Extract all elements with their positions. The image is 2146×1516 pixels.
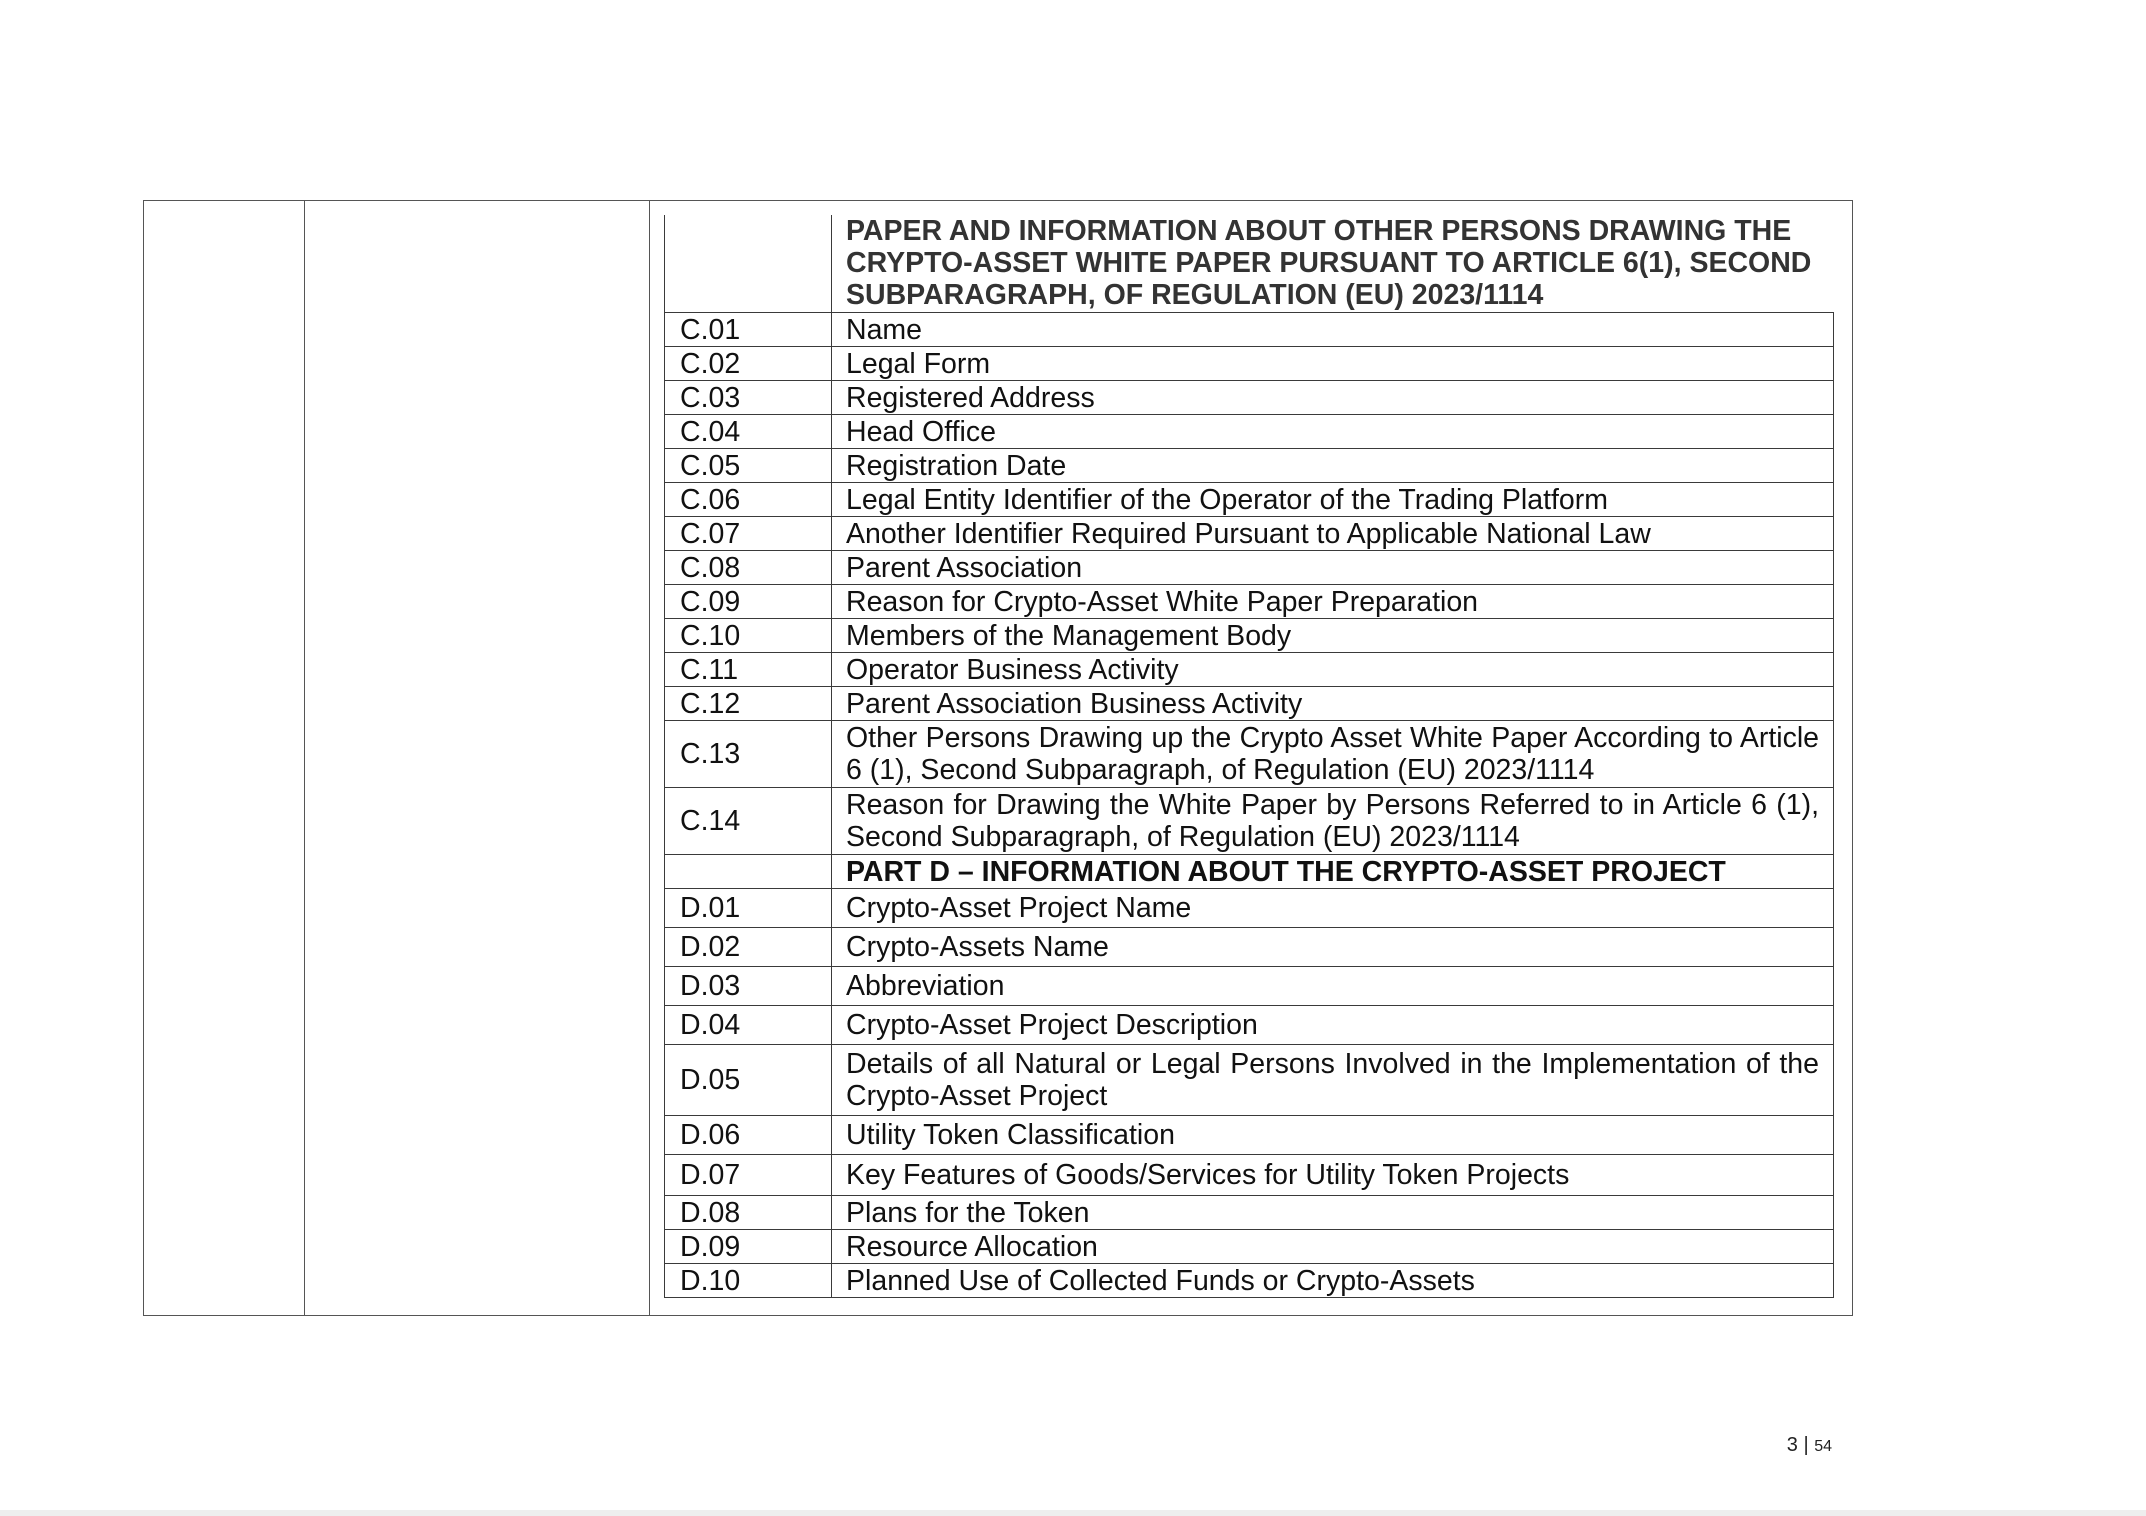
item-code: D.06 — [665, 1116, 832, 1155]
item-code: D.07 — [665, 1155, 832, 1196]
table-row — [665, 687, 1834, 721]
item-code: D.09 — [665, 1230, 832, 1264]
page-total: 54 — [1814, 1438, 1832, 1455]
table-row — [665, 551, 1834, 585]
item-code: C.09 — [665, 585, 832, 619]
item-code: C.11 — [665, 653, 832, 687]
disclosure-items-table — [664, 215, 1834, 1298]
item-label: Key Features of Goods/Services for Utility Token Projects — [832, 1155, 1834, 1196]
table-row — [665, 415, 1834, 449]
item-label: Operator Business Activity — [832, 653, 1834, 687]
item-label: Registration Date — [832, 449, 1834, 483]
item-label: Name — [832, 313, 1834, 347]
item-code: C.01 — [665, 313, 832, 347]
item-code: D.02 — [665, 928, 832, 967]
table-row — [665, 1045, 1834, 1116]
table-row — [665, 313, 1834, 347]
outer-column-divider-1 — [304, 201, 305, 1315]
page-bottom-strip — [0, 1510, 2146, 1516]
part-d-code-cell — [665, 855, 832, 889]
table-row — [665, 347, 1834, 381]
item-label: Members of the Management Body — [832, 619, 1834, 653]
page-separator: | — [1803, 1434, 1809, 1456]
item-code: C.02 — [665, 347, 832, 381]
item-label: Head Office — [832, 415, 1834, 449]
item-code: C.10 — [665, 619, 832, 653]
item-label: Crypto-Asset Project Description — [832, 1006, 1834, 1045]
item-code: D.04 — [665, 1006, 832, 1045]
item-code: C.03 — [665, 381, 832, 415]
table-row — [665, 967, 1834, 1006]
table-row — [665, 1264, 1834, 1298]
section-heading: PAPER AND INFORMATION ABOUT OTHER PERSONS DRAWING THE CRYPTO-ASSET WHITE PAPER PURSUANT TO ARTICLE 6(1), SECOND SUBPARAGRAPH, OF REGULATION (EU) 2023/1114 — [832, 215, 1834, 313]
section-heading-row — [665, 215, 1834, 313]
item-label: Crypto-Assets Name — [832, 928, 1834, 967]
table-row — [665, 381, 1834, 415]
table-row — [665, 653, 1834, 687]
item-code: C.13 — [665, 721, 832, 788]
part-d-heading-row — [665, 855, 1834, 889]
item-label: Resource Allocation — [832, 1230, 1834, 1264]
table-row — [665, 721, 1834, 788]
item-code: C.05 — [665, 449, 832, 483]
item-label: Legal Entity Identifier of the Operator of the Trading Platform — [832, 483, 1834, 517]
table-row — [665, 483, 1834, 517]
item-label: Reason for Crypto-Asset White Paper Preparation — [832, 585, 1834, 619]
item-label: Another Identifier Required Pursuant to Applicable National Law — [832, 517, 1834, 551]
item-label: Legal Form — [832, 347, 1834, 381]
part-d-heading: PART D – INFORMATION ABOUT THE CRYPTO-ASSET PROJECT — [832, 855, 1834, 889]
item-label: Abbreviation — [832, 967, 1834, 1006]
item-code: D.08 — [665, 1196, 832, 1230]
item-code: D.05 — [665, 1045, 832, 1116]
item-code: C.08 — [665, 551, 832, 585]
table-row — [665, 1196, 1834, 1230]
item-code: C.06 — [665, 483, 832, 517]
item-label: Planned Use of Collected Funds or Crypto-Assets — [832, 1264, 1834, 1298]
item-code: C.14 — [665, 788, 832, 855]
item-label: Parent Association — [832, 551, 1834, 585]
table-row — [665, 1116, 1834, 1155]
table-row — [665, 449, 1834, 483]
table-row — [665, 517, 1834, 551]
table-row — [665, 788, 1834, 855]
item-code: D.01 — [665, 889, 832, 928]
table-row — [665, 889, 1834, 928]
item-label: Crypto-Asset Project Name — [832, 889, 1834, 928]
page-current: 3 — [1786, 1434, 1798, 1456]
item-code: D.03 — [665, 967, 832, 1006]
item-code: D.10 — [665, 1264, 832, 1298]
table-row — [665, 1230, 1834, 1264]
outer-column-divider-2 — [649, 201, 650, 1315]
item-label: Details of all Natural or Legal Persons Involved in the Implementation of the Crypto-Asset Project — [832, 1045, 1834, 1116]
item-label: Reason for Drawing the White Paper by Persons Referred to in Article 6 (1), Second Subparagraph, of Regulation (EU) 2023/1114 — [832, 788, 1834, 855]
item-code: C.12 — [665, 687, 832, 721]
item-code: C.04 — [665, 415, 832, 449]
heading-code-cell — [665, 215, 832, 313]
item-label: Parent Association Business Activity — [832, 687, 1834, 721]
item-code: C.07 — [665, 517, 832, 551]
table-row — [665, 585, 1834, 619]
table-row — [665, 1155, 1834, 1196]
page-number — [1787, 1434, 1832, 1457]
table-row — [665, 928, 1834, 967]
table-row — [665, 619, 1834, 653]
table-row — [665, 1006, 1834, 1045]
item-label: Other Persons Drawing up the Crypto Asset White Paper According to Article 6 (1), Second Subparagraph, of Regulation (EU) 2023/1114 — [832, 721, 1834, 788]
item-label: Plans for the Token — [832, 1196, 1834, 1230]
item-label: Registered Address — [832, 381, 1834, 415]
item-label: Utility Token Classification — [832, 1116, 1834, 1155]
